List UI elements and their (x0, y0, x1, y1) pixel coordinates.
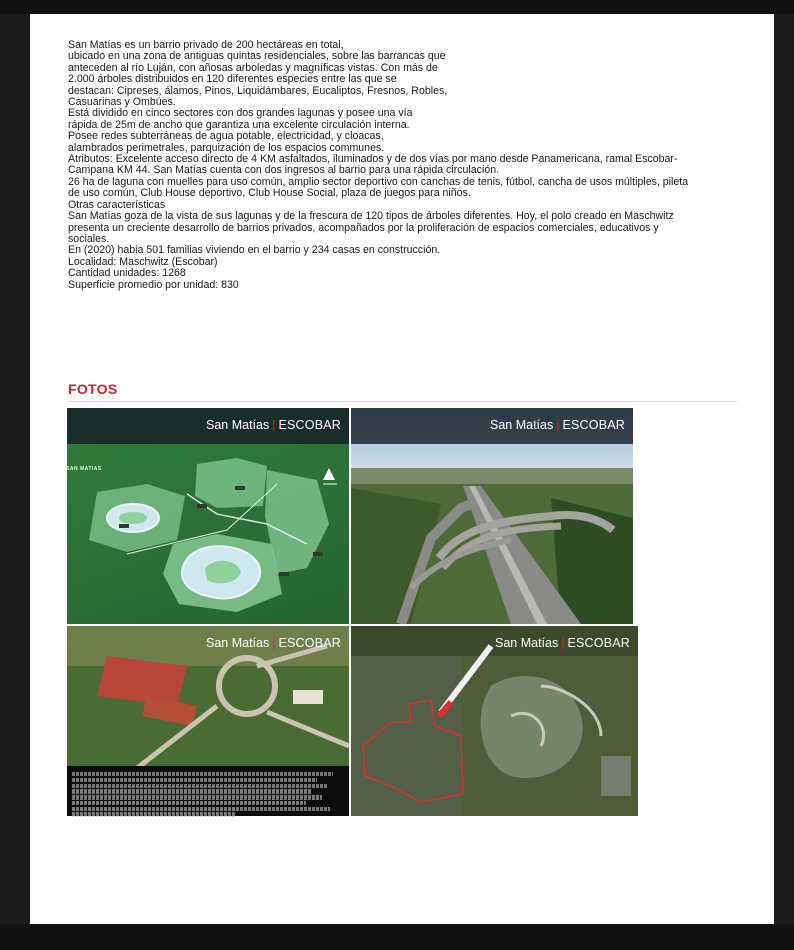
caption-name: San Matías (494, 636, 559, 650)
sail-logo-icon (323, 468, 335, 480)
paragraph-services: Posee redes subterráneas de agua potable, electricidad, y cloacas, alambrados perimetrales, parquización de los espacios communes. (68, 130, 385, 154)
paragraph-other-heading: Otras características (68, 198, 166, 211)
photo-satellite[interactable] (351, 626, 638, 816)
caption-separator: | (561, 636, 565, 650)
top-bar (0, 0, 794, 14)
paragraph-amenities: 26 ha de laguna con muelles para uso común, amplio sector deportivo con canchas de tenis, fútbol, cancha de usos múltiples, pileta de uso común, Club House deportivo, Club House Social, plaza de juegos para niños. (68, 175, 689, 200)
fotos-heading: FOTOS (68, 381, 118, 397)
photo-caption (67, 626, 349, 662)
page (30, 14, 774, 924)
photo-caption (67, 408, 349, 444)
caption-name: San Matías (205, 636, 270, 650)
paragraph-attributes: Atributos: Excelente acceso directo de 4 KM asfaltados, iluminados y de dos vías por mano desde Panamericana, ramal Escobar- Campana KM 44. San Matías cuenta con dos ingresos al barrio para una rápida circulación. (68, 153, 678, 177)
caption-city: ESCOBAR (278, 418, 341, 432)
photo-text-overlay (72, 772, 344, 834)
paragraph-families: En (2020) habia 501 familias viviendo en el barrio y 234 casas en construcción. (68, 244, 441, 257)
description-text (68, 40, 758, 291)
photo-masterplan[interactable] (67, 408, 349, 624)
map-background (67, 444, 349, 624)
locality: Localidad: Maschwitz (Escobar) (68, 255, 218, 268)
photo-caption (351, 626, 638, 662)
photo-caption (351, 408, 633, 444)
paragraph-other: San Matías goza de la vista de sus lagunas y de la frescura de 120 tipos de árboles diferentes. Hoy, el polo creado en Maschwitz presenta un creciente desarrollo de barrios privados, acompañados por la proliferación de espacios comerciales, educativos y sociales. (68, 210, 674, 245)
unit-count: Cantidad unidades: 1268 (68, 267, 186, 280)
caption-city: ESCOBAR (278, 636, 341, 650)
caption-separator: | (272, 636, 276, 650)
caption-separator: | (556, 418, 560, 432)
bottom-bar (0, 924, 794, 950)
caption-name: San Matías (489, 418, 554, 432)
caption-name: San Matías (205, 418, 270, 432)
average-surface: Superficie promedio por unidad: 830 (68, 278, 239, 291)
divider (68, 401, 737, 402)
caption-separator: | (272, 418, 276, 432)
photo-highway[interactable] (351, 408, 633, 624)
paragraph-intro: San Matías es un barrio privado de 200 hectáreas en total, ubicado en una zona de antiguas quintas residenciales, sobre las barrancas que anteceden al río Luján, con añosas arboledas y magníficas vistas. Con más de 2.000 árboles distribuidos en 120 diferentes especies entre las que se destacan: Cipreses, álamos, Pinos, Liquidámbares, Eucaliptos, Fresnos, Robles, Casuarinas y Ombúes. (68, 39, 448, 109)
caption-city: ESCOBAR (567, 636, 630, 650)
paragraph-sectors: Está dividido en cinco sectores con dos grandes lagunas y posee una vía rápida de 25m de ancho que garantiza una excelente circulación interna. (68, 107, 413, 131)
caption-city: ESCOBAR (562, 418, 625, 432)
map-label: SAN MATIAS (66, 466, 102, 472)
